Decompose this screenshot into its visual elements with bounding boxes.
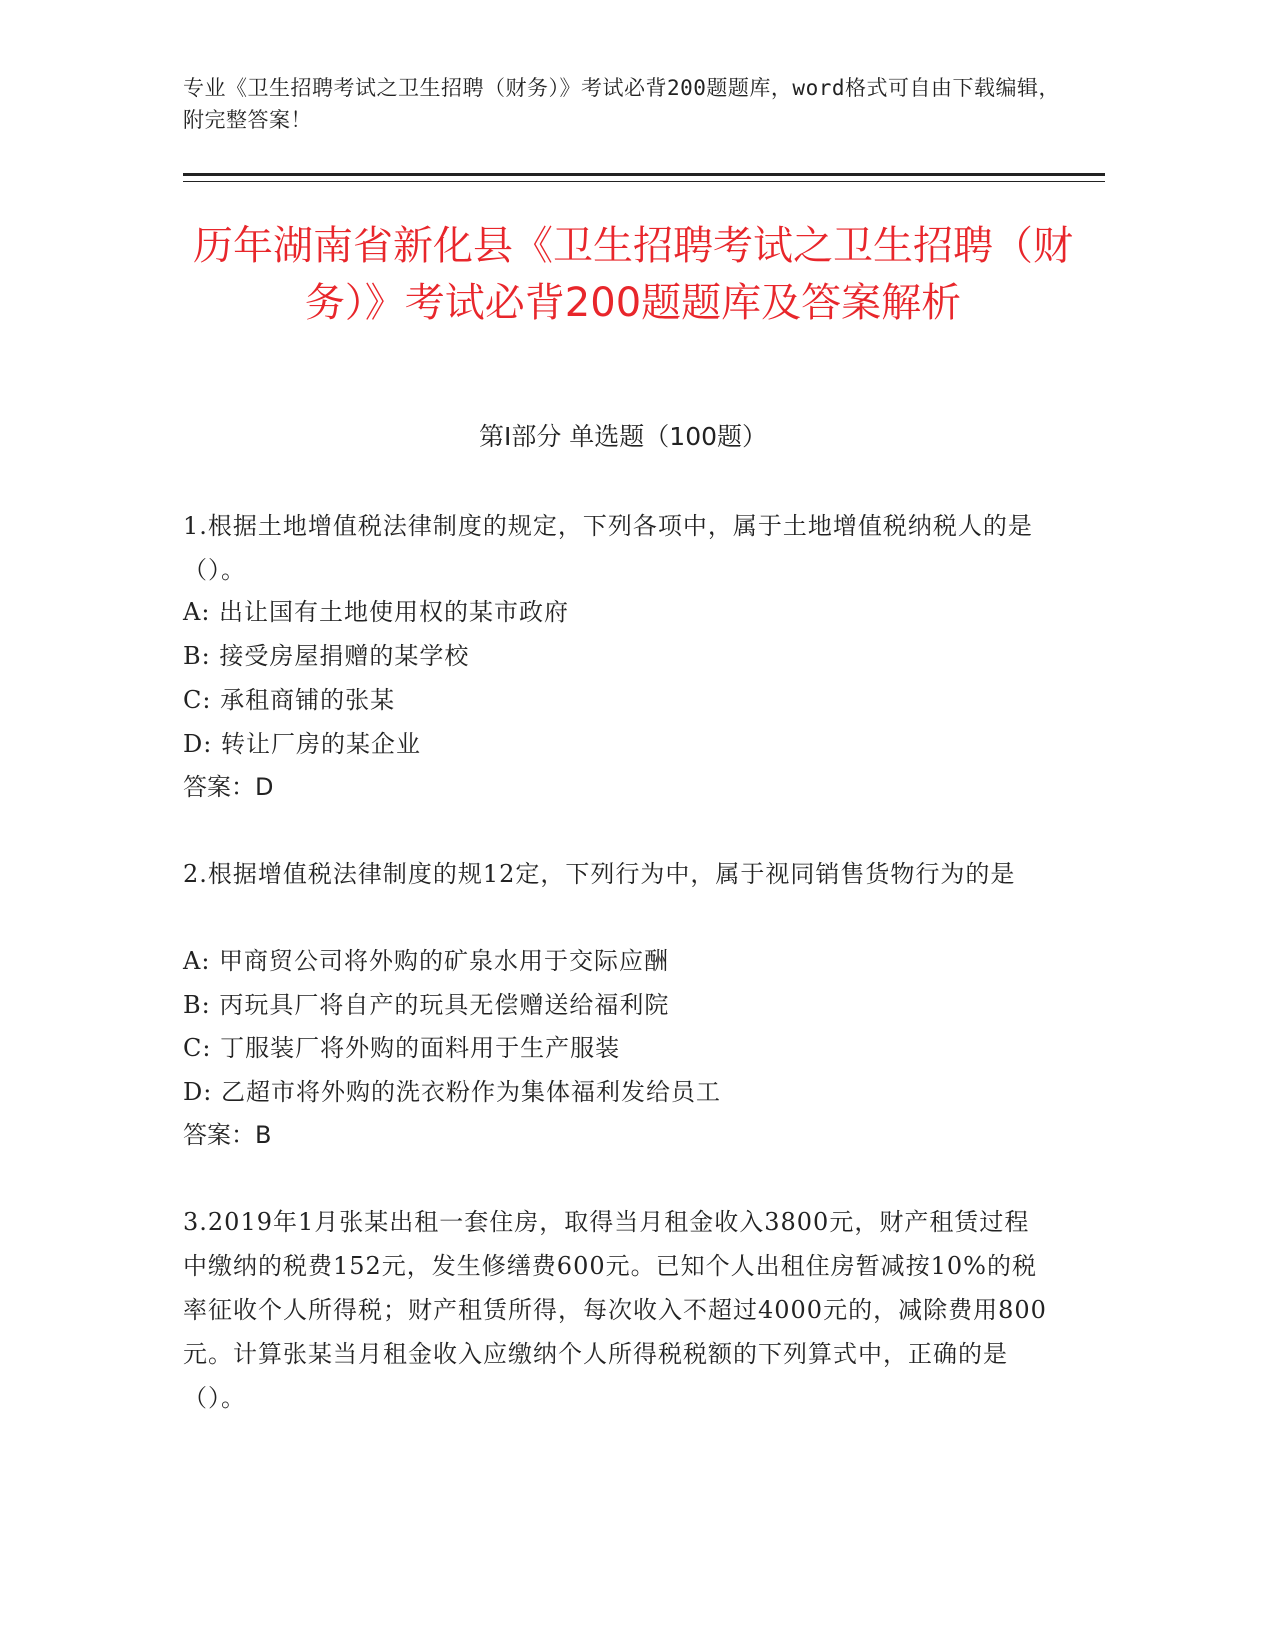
question-2-text: 2.根据增值税法律制度的规12定，下列行为中，属于视同销售货物行为的是 bbox=[183, 860, 1016, 888]
question-2-answer: 答案：B bbox=[183, 1121, 272, 1149]
question-1-option-a: A: 出让国有土地使用权的某市政府 bbox=[183, 598, 570, 626]
header-divider-thick bbox=[183, 173, 1105, 176]
question-3-text: 3.2019年1月张某出租一套住房，取得当月租金收入3800元，财产租赁过程中缴纳的税费152元，发生修缮费600元。已知个人出租住房暂减按10%的税率征收个人所得税；财产租赁所得，每次收入不超过4000元的，减除费用800元。计算张某当月租金收入应缴纳个人所得税税额的下列算式中，正确的是（）。 bbox=[183, 1208, 1047, 1412]
question-1-option-b: B: 接受房屋捐赠的某学校 bbox=[183, 642, 470, 670]
section-title: 第Ⅰ部分 单选题（100题） bbox=[478, 422, 768, 451]
header-note: 专业《卫生招聘考试之卫生招聘（财务）》考试必背200题题库，word格式可自由下载编辑，附完整答案！ bbox=[183, 76, 1060, 132]
question-2-option-d: D: 乙超市将外购的洗衣粉作为集体福利发给员工 bbox=[183, 1078, 721, 1106]
question-1-option-d: D: 转让厂房的某企业 bbox=[183, 730, 421, 758]
question-2-option-a: A: 甲商贸公司将外购的矿泉水用于交际应酬 bbox=[183, 947, 670, 975]
header-divider-thin bbox=[183, 181, 1105, 182]
question-2-option-b: B: 丙玩具厂将自产的玩具无偿赠送给福利院 bbox=[183, 991, 670, 1019]
question-2-option-c: C: 丁服装厂将外购的面料用于生产服装 bbox=[183, 1034, 621, 1062]
document-title: 历年湖南省新化县《卫生招聘考试之卫生招聘（财务）》考试必背200题题库及答案解析 bbox=[193, 223, 1073, 326]
question-1-text: 1.根据土地增值税法律制度的规定，下列各项中，属于土地增值税纳税人的是（）。 bbox=[183, 512, 1033, 584]
question-1-option-c: C: 承租商铺的张某 bbox=[183, 686, 396, 714]
question-1-answer: 答案：D bbox=[183, 773, 274, 801]
